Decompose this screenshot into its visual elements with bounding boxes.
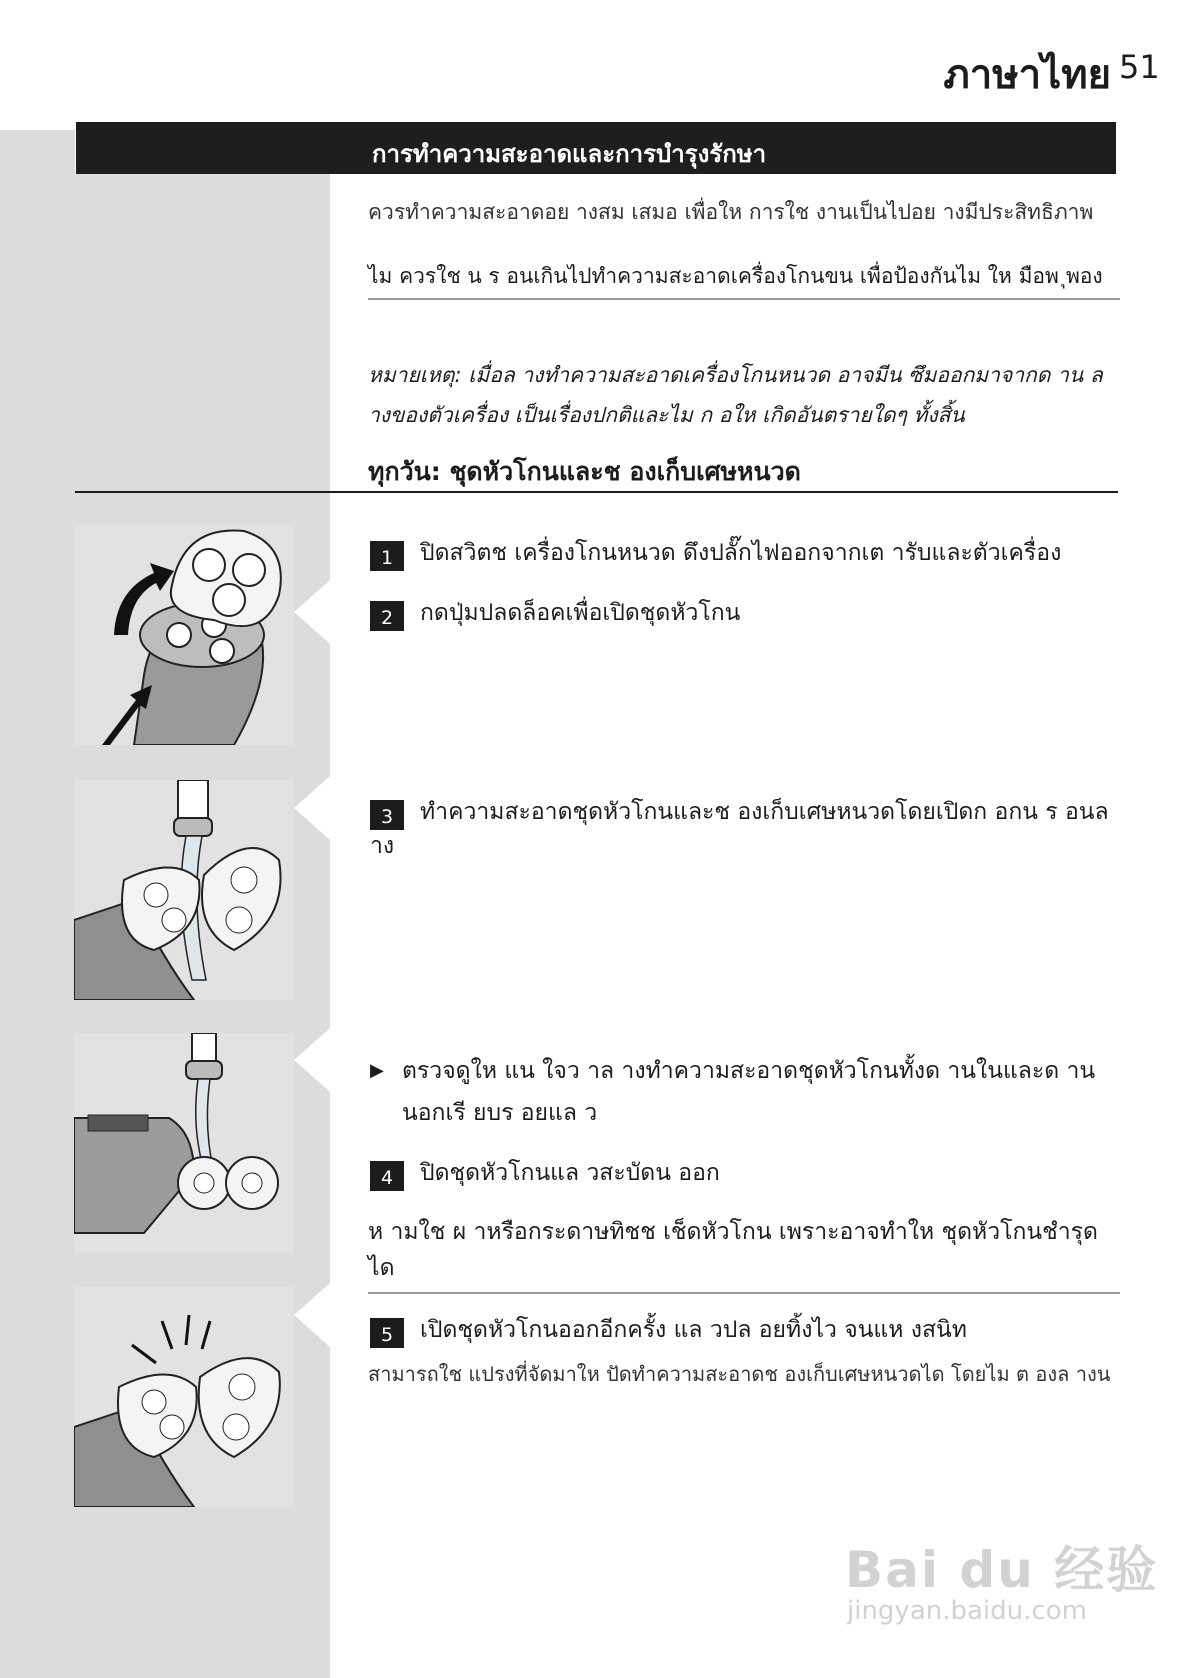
step-text: ปิดชุดหัวโกนแล วสะบัดน ออก [420, 1160, 720, 1186]
intro-text: ควรทำความสะอาดอย างสม เสมอ เพื่อให การใช งานเป็นไปอย างมีประสิทธิภาพ [368, 200, 1094, 224]
step-number-badge: 3 [370, 800, 404, 830]
shaver-rinse-tilted-icon [74, 1033, 294, 1253]
section-title: การทำความสะอาดและการบำรุงรักษา [372, 140, 767, 168]
warning-text: ไม ควรใช น ร อนเกินไปทำความสะอาดเครื่องโกนขน เพื่อป้องกันไม ให มือพ ุพอง [368, 256, 1120, 300]
page-number: 51 [1119, 48, 1160, 86]
step-number-badge: 1 [370, 541, 404, 571]
language-title: ภาษาไทย [943, 51, 1111, 98]
section-header-bar [75, 122, 1116, 174]
step-4 [370, 1157, 1130, 1191]
panel-pointer [294, 776, 330, 840]
step-text: กดปุ่มปลดล็อคเพื่อเปิดชุดหัวโกน [420, 600, 741, 626]
step-text: เปิดชุดหัวโกนออกอีกครั้ง แล วปล อยทิ้งไว จนแห งสนิท [420, 1317, 967, 1343]
panel-pointer [294, 1283, 330, 1347]
section-divider [75, 491, 1118, 493]
step-2 [370, 597, 1130, 631]
bullet-text: ตรวจดูให แน ใจว าล างทำความสะอาดชุดหัวโกนทั้งด านในและด านนอกเรี ยบร อยแล ว [402, 1058, 1096, 1126]
brush-tip-text: สามารถใช แปรงที่จัดมาให ปัดทำความสะอาดช องเก็บเศษหนวดได โดยไม ต องล างน [368, 1362, 1111, 1386]
triangle-bullet-icon: ▶ [370, 1060, 384, 1081]
step-number-badge: 2 [370, 601, 404, 631]
warning-tissue-text: ห ามใช ผ าหรือกระดาษทิชช เช็ดหัวโกน เพราะอาจทำให ชุดหัวโกนชำรุดได [368, 1214, 1120, 1294]
step-text: ปิดสวิตช เครื่องโกนหนวด ดึงปลั๊กไฟออกจากเต ารับและตัวเครื่อง [420, 540, 1062, 566]
step-number-badge: 4 [370, 1161, 404, 1191]
note-text: หมายเหตุ: เมื่อล างทำความสะอาดเครื่องโกนหนวด อาจมีน ซึมออกมาจากด าน ล างของตัวเครื่อง เป็นเรื่องปกติและไม ก อให เกิดอันตรายใดๆ ทั้งสิ้น [368, 363, 1103, 427]
daily-subheading: ทุกวัน: ชุดหัวโกนและช องเก็บเศษหนวด [368, 457, 801, 486]
step-3 [370, 796, 1130, 862]
shaver-open-head-icon [74, 525, 294, 745]
panel-pointer [294, 580, 330, 644]
step-1 [370, 537, 1130, 571]
step-5 [370, 1314, 1130, 1348]
step-text: ทำความสะอาดชุดหัวโกนและช องเก็บเศษหนวดโดยเปิดก อกน ร อนล าง [370, 799, 1109, 859]
baidu-watermark [845, 1530, 1158, 1626]
step-number-badge: 5 [370, 1318, 404, 1348]
shaver-rinse-tap-icon [74, 780, 294, 1000]
watermark-url: jingyan.baidu.com [847, 1596, 1087, 1626]
watermark-brand: Bai du 经验 [845, 1541, 1159, 1599]
panel-pointer [294, 1028, 330, 1092]
shaver-dry-open-icon [74, 1287, 294, 1507]
